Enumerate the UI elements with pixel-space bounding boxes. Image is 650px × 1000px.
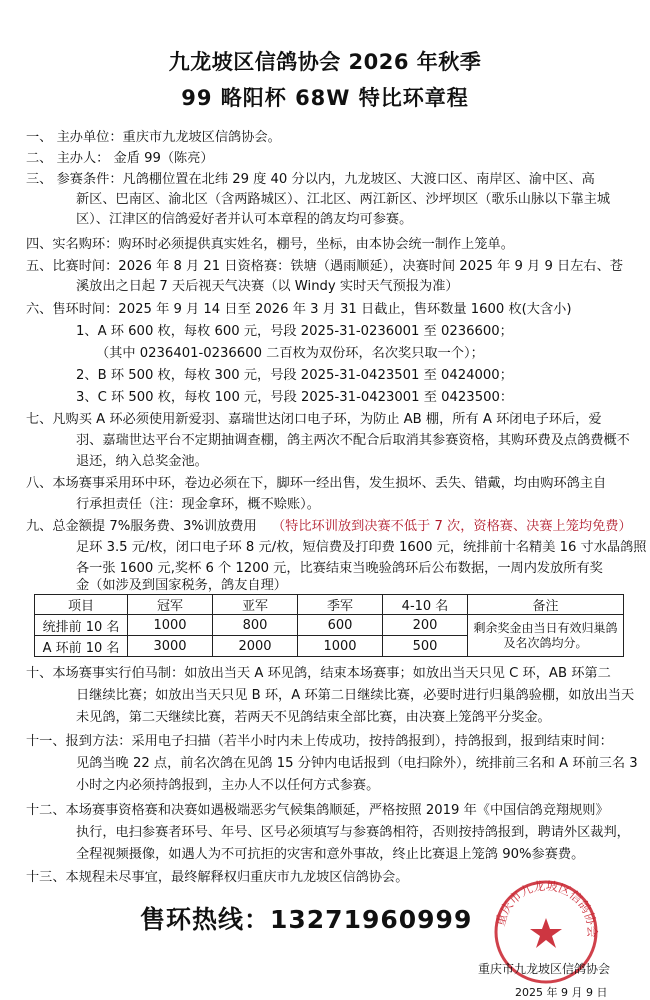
clause-8-line2: 行承担责任（注：现金拿环，概不赊账）。	[76, 497, 320, 512]
clause-9-line3: 各一张 1600 元,奖杯 6 个 1200 元，比赛结束当晚验鸽环后公布数据，一周内发放所有奖	[76, 561, 603, 576]
clause-6-b-ring: 2、B 环 500 枚，每枚 300 元，号段 2025-31-0423501 至 0424000；	[76, 368, 513, 383]
seal-text: 重庆市九龙坡区信鸽协会	[493, 878, 600, 938]
cell-third: 1000	[298, 636, 383, 657]
clause-13: 十三、本规程未尽事宜，最终解释权归重庆市九龙坡区信鸽协会。	[26, 870, 409, 885]
clause-7-line1: 七、凡购买 A 环必须使用新爱羽、嘉瑞世达闭口电子环，为防止 AB 棚，所有 A 环闭电子环后，爱	[26, 412, 602, 427]
hotline: 售环热线：13271960999	[140, 905, 473, 934]
row-label: A 环前 10 名	[35, 636, 128, 657]
clause-9-line1: 九、总金额提 7%服务费、3%训放费用	[26, 519, 257, 534]
clause-6-a-ring-note: （其中 0236401-0236600 二百枚为双份环，名次奖只取一个）；	[96, 346, 484, 361]
clause-5-line1: 五、比赛时间：2026 年 8 月 21 日资格赛：铁塘（遇雨顺延），决赛时间 2025 年 9 月 9 日左右、苍	[26, 259, 623, 274]
table-row	[35, 615, 624, 636]
header-champion: 冠军	[128, 595, 213, 615]
cell-third: 600	[298, 615, 383, 636]
header-runner-up: 亚军	[213, 595, 298, 615]
clause-5-line2: 溪放出之日起 7 天后视天气决赛（以 Windy 实时天气预报为准）	[76, 279, 459, 294]
clause-6-a-ring: 1、A 环 600 枚，每枚 600 元，号段 2025-31-0236001 至 0236600；	[76, 324, 513, 339]
signature-date: 2025 年 9 月 9 日	[515, 986, 608, 999]
cell-runner-up: 2000	[213, 636, 298, 657]
clause-10-line3: 未见鸽，第二天继续比赛，若两天不见鸽结束全部比赛，由决赛上笼鸽平分奖金。	[76, 710, 551, 725]
clause-9-line2: 足环 3.5 元/枚，闭口电子环 8 元/枚，短信费及打印费 1600 元，统排前十名精美 16 寸水晶鸽照	[76, 540, 647, 555]
clause-3-line2: 新区、巴南区、渝北区（含两路城区）、江北区、两江新区、沙坪坝区（歌乐山脉以下靠主城	[76, 192, 611, 207]
clause-4: 四、实名购环：购环时必须提供真实姓名，棚号，坐标，由本协会统一制作上笼单。	[26, 237, 514, 252]
document-title-line2: 99 略阳杯 68W 特比环章程	[181, 86, 469, 110]
clause-11-line3: 小时之内必须持鸽报到，主办人不以任何方式参赛。	[76, 778, 380, 793]
cell-4-10: 500	[383, 636, 468, 657]
header-4-10: 4-10 名	[383, 595, 468, 615]
header-item: 项目	[35, 595, 128, 615]
clause-7-line2: 羽、嘉瑞世达平台不定期抽调查棚，鸽主两次不配合后取消其参赛资格，其购环费及点鸽费概不	[76, 433, 630, 448]
cell-runner-up: 800	[213, 615, 298, 636]
clause-6-line1: 六、售环时间：2025 年 9 月 14 日至 2026 年 3 月 31 日截止，售环数量 1600 枚(大含小)	[26, 302, 572, 317]
clause-6-c-ring: 3、C 环 500 枚，每枚 100 元，号段 2025-31-0423001 至 0423500：	[76, 390, 514, 405]
clause-11-line1: 十一、报到方法：采用电子扫描（若半小时内未上传成功，按持鸽报到），持鸽报到，报到结束时间：	[26, 734, 613, 749]
cell-champion: 3000	[128, 636, 213, 657]
clause-9-red-note: （特比环训放到决赛不低于 7 次，资格赛、决赛上笼均免费）	[272, 519, 632, 534]
clause-3-line1: 三、 参赛条件：凡鸽棚位置在北纬 29 度 40 分以内，九龙坡区、大渡口区、南岸区、渝中区、高	[26, 172, 595, 187]
clause-10-line1: 十、本场赛事实行伯马制：如放出当天 A 环见鸽，结束本场赛事；如放出当天只见 C 环，AB 环第二	[26, 666, 611, 681]
prize-table-header	[35, 595, 624, 615]
clause-2: 二、 主办人： 金盾 99（陈亮）	[26, 151, 214, 166]
clause-12-line1: 十二、本场赛事资格赛和决赛如遇极端恶劣气候集鸽顺延，严格按照 2019 年《中国信鸽竞翔规则》	[26, 803, 609, 818]
header-third: 季军	[298, 595, 383, 615]
clause-10-line2: 日继续比赛；如放出当天只见 B 环，A 环第二日继续比赛，必要时进行归巢鸽验棚，如放出当天	[76, 688, 635, 703]
clause-9-line4: 金（如涉及到国家税务，鸽友自理）	[76, 578, 287, 593]
clause-8-line1: 八、本场赛事采用环中环，卷边必须在下，脚环一经出售，发生损坏、丢失、错戴，均由购环鸽主自	[26, 476, 607, 491]
clause-1: 一、 主办单位：重庆市九龙坡区信鸽协会。	[26, 130, 281, 145]
clause-3-line3: 区）、江津区的信鸽爱好者并认可本章程的鸽友均可参赛。	[76, 212, 413, 227]
clause-12-line2: 执行，电扫参赛者环号、年号、区号必须填写与参赛鸽相符，否则按持鸽报到，聘请外区裁判，	[76, 825, 630, 840]
prize-note: 剩余奖金由当日有效归巢鸽及名次鸽均分。	[468, 615, 624, 657]
document-title-line1: 九龙坡区信鸽协会 2026 年秋季	[168, 50, 482, 74]
row-label: 统排前 10 名	[35, 615, 128, 636]
clause-7-line3: 退还，纳入总奖金池。	[76, 454, 208, 469]
cell-4-10: 200	[383, 615, 468, 636]
header-note: 备注	[468, 595, 624, 615]
signature-org: 重庆市九龙坡区信鸽协会	[478, 962, 611, 976]
clause-11-line2: 见鸽当晚 22 点，前名次鸽在见鸽 15 分钟内电话报到（电扫除外），统排前三名和 A 环前三名 3	[76, 756, 638, 771]
cell-champion: 1000	[128, 615, 213, 636]
clause-12-line3: 全程视频摄像，如遇人为不可抗拒的灾害和意外事故，终止比赛退上笼鸽 90%参赛费。	[76, 847, 585, 862]
prize-table	[34, 594, 624, 657]
